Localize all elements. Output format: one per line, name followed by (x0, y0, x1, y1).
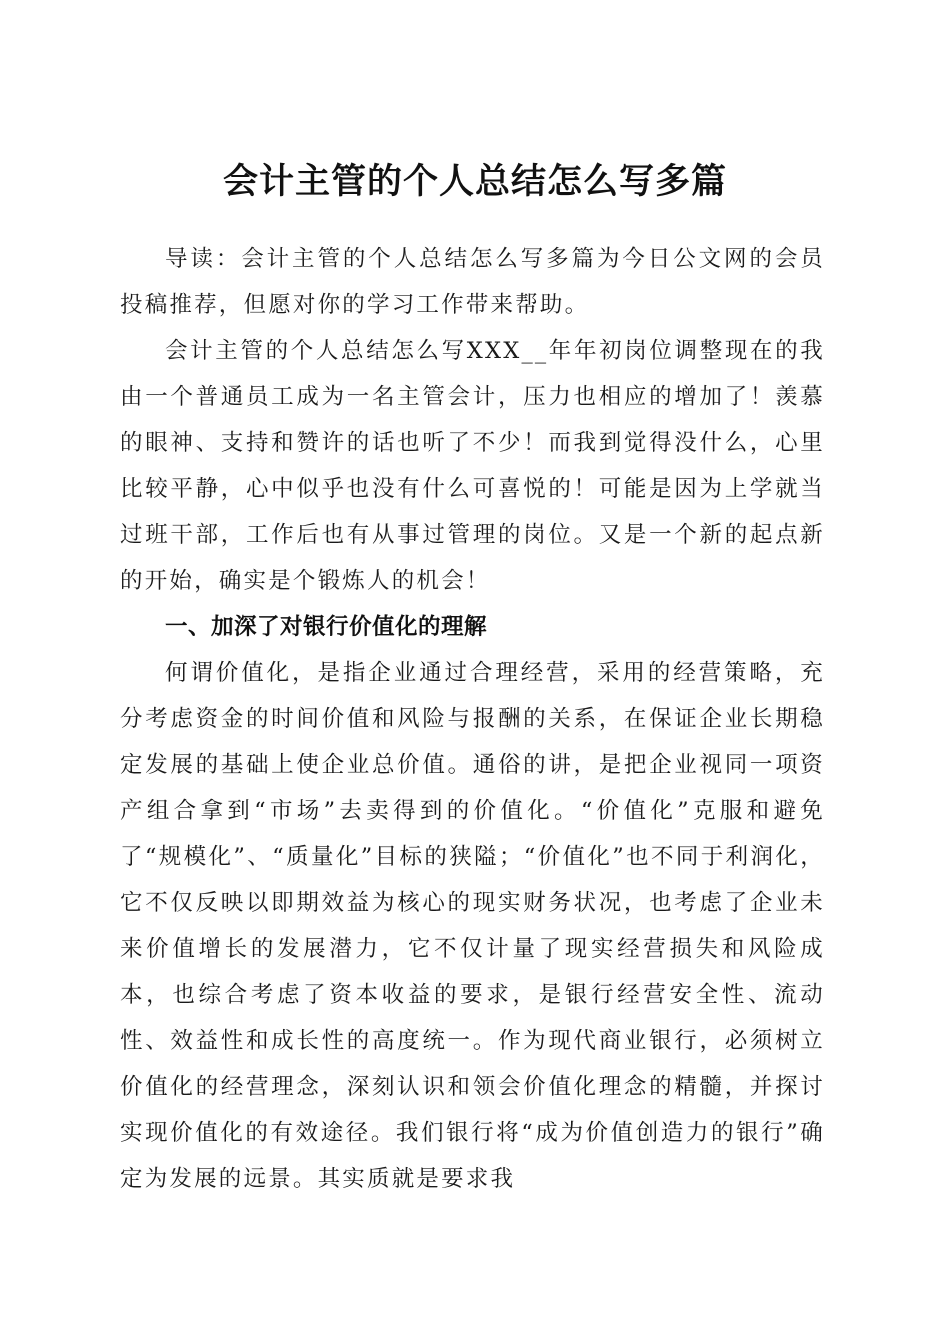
section-heading: 一、加深了对银行价值化的理解 (165, 614, 488, 640)
document-title: 会计主管的个人总结怎么写多篇 (222, 161, 727, 203)
document-body (120, 236, 825, 1202)
body-paragraph: 何谓价值化，是指企业通过合理经营，采用的经营策略，充分考虑资金的时间价值和风险与报酬的关系，在保证企业长期稳定发展的基础上使企业总价值。通俗的讲，是把企业视同一项资产组合拿到“市场”去卖得到的价值化。“价值化”克服和避免了“规模化”、“质量化”目标的狭隘；“价值化”也不同于利润化，它不仅反映以即期效益为核心的现实财务状况，也考虑了企业未来价值增长的发展潜力，它不仅计量了现实经营损失和风险成本，也综合考虑了资本收益的要求，是银行经营安全性、流动性、效益性和成长性的高度统一。作为现代商业银行，必须树立价值化的经营理念，深刻认识和领会价值化理念的精髓，并探讨实现价值化的有效途径。我们银行将“成为价值创造力的银行”确定为发展的远景。其实质就是要求我 (120, 660, 825, 1192)
intro-paragraph: 导读：会计主管的个人总结怎么写多篇为今日公文网的会员投稿推荐，但愿对你的学习工作带来帮助。 (120, 246, 825, 318)
body-paragraph: 会计主管的个人总结怎么写XXX__年年初岗位调整现在的我由一个普通员工成为一名主管会计，压力也相应的增加了！羡慕的眼神、支持和赞许的话也听了不少！而我到觉得没什么，心里比较平静，心中似乎也没有什么可喜悦的！可能是因为上学就当过班干部，工作后也有从事过管理的岗位。又是一个新的起点新的开始，确实是个锻炼人的机会！ (120, 338, 825, 594)
